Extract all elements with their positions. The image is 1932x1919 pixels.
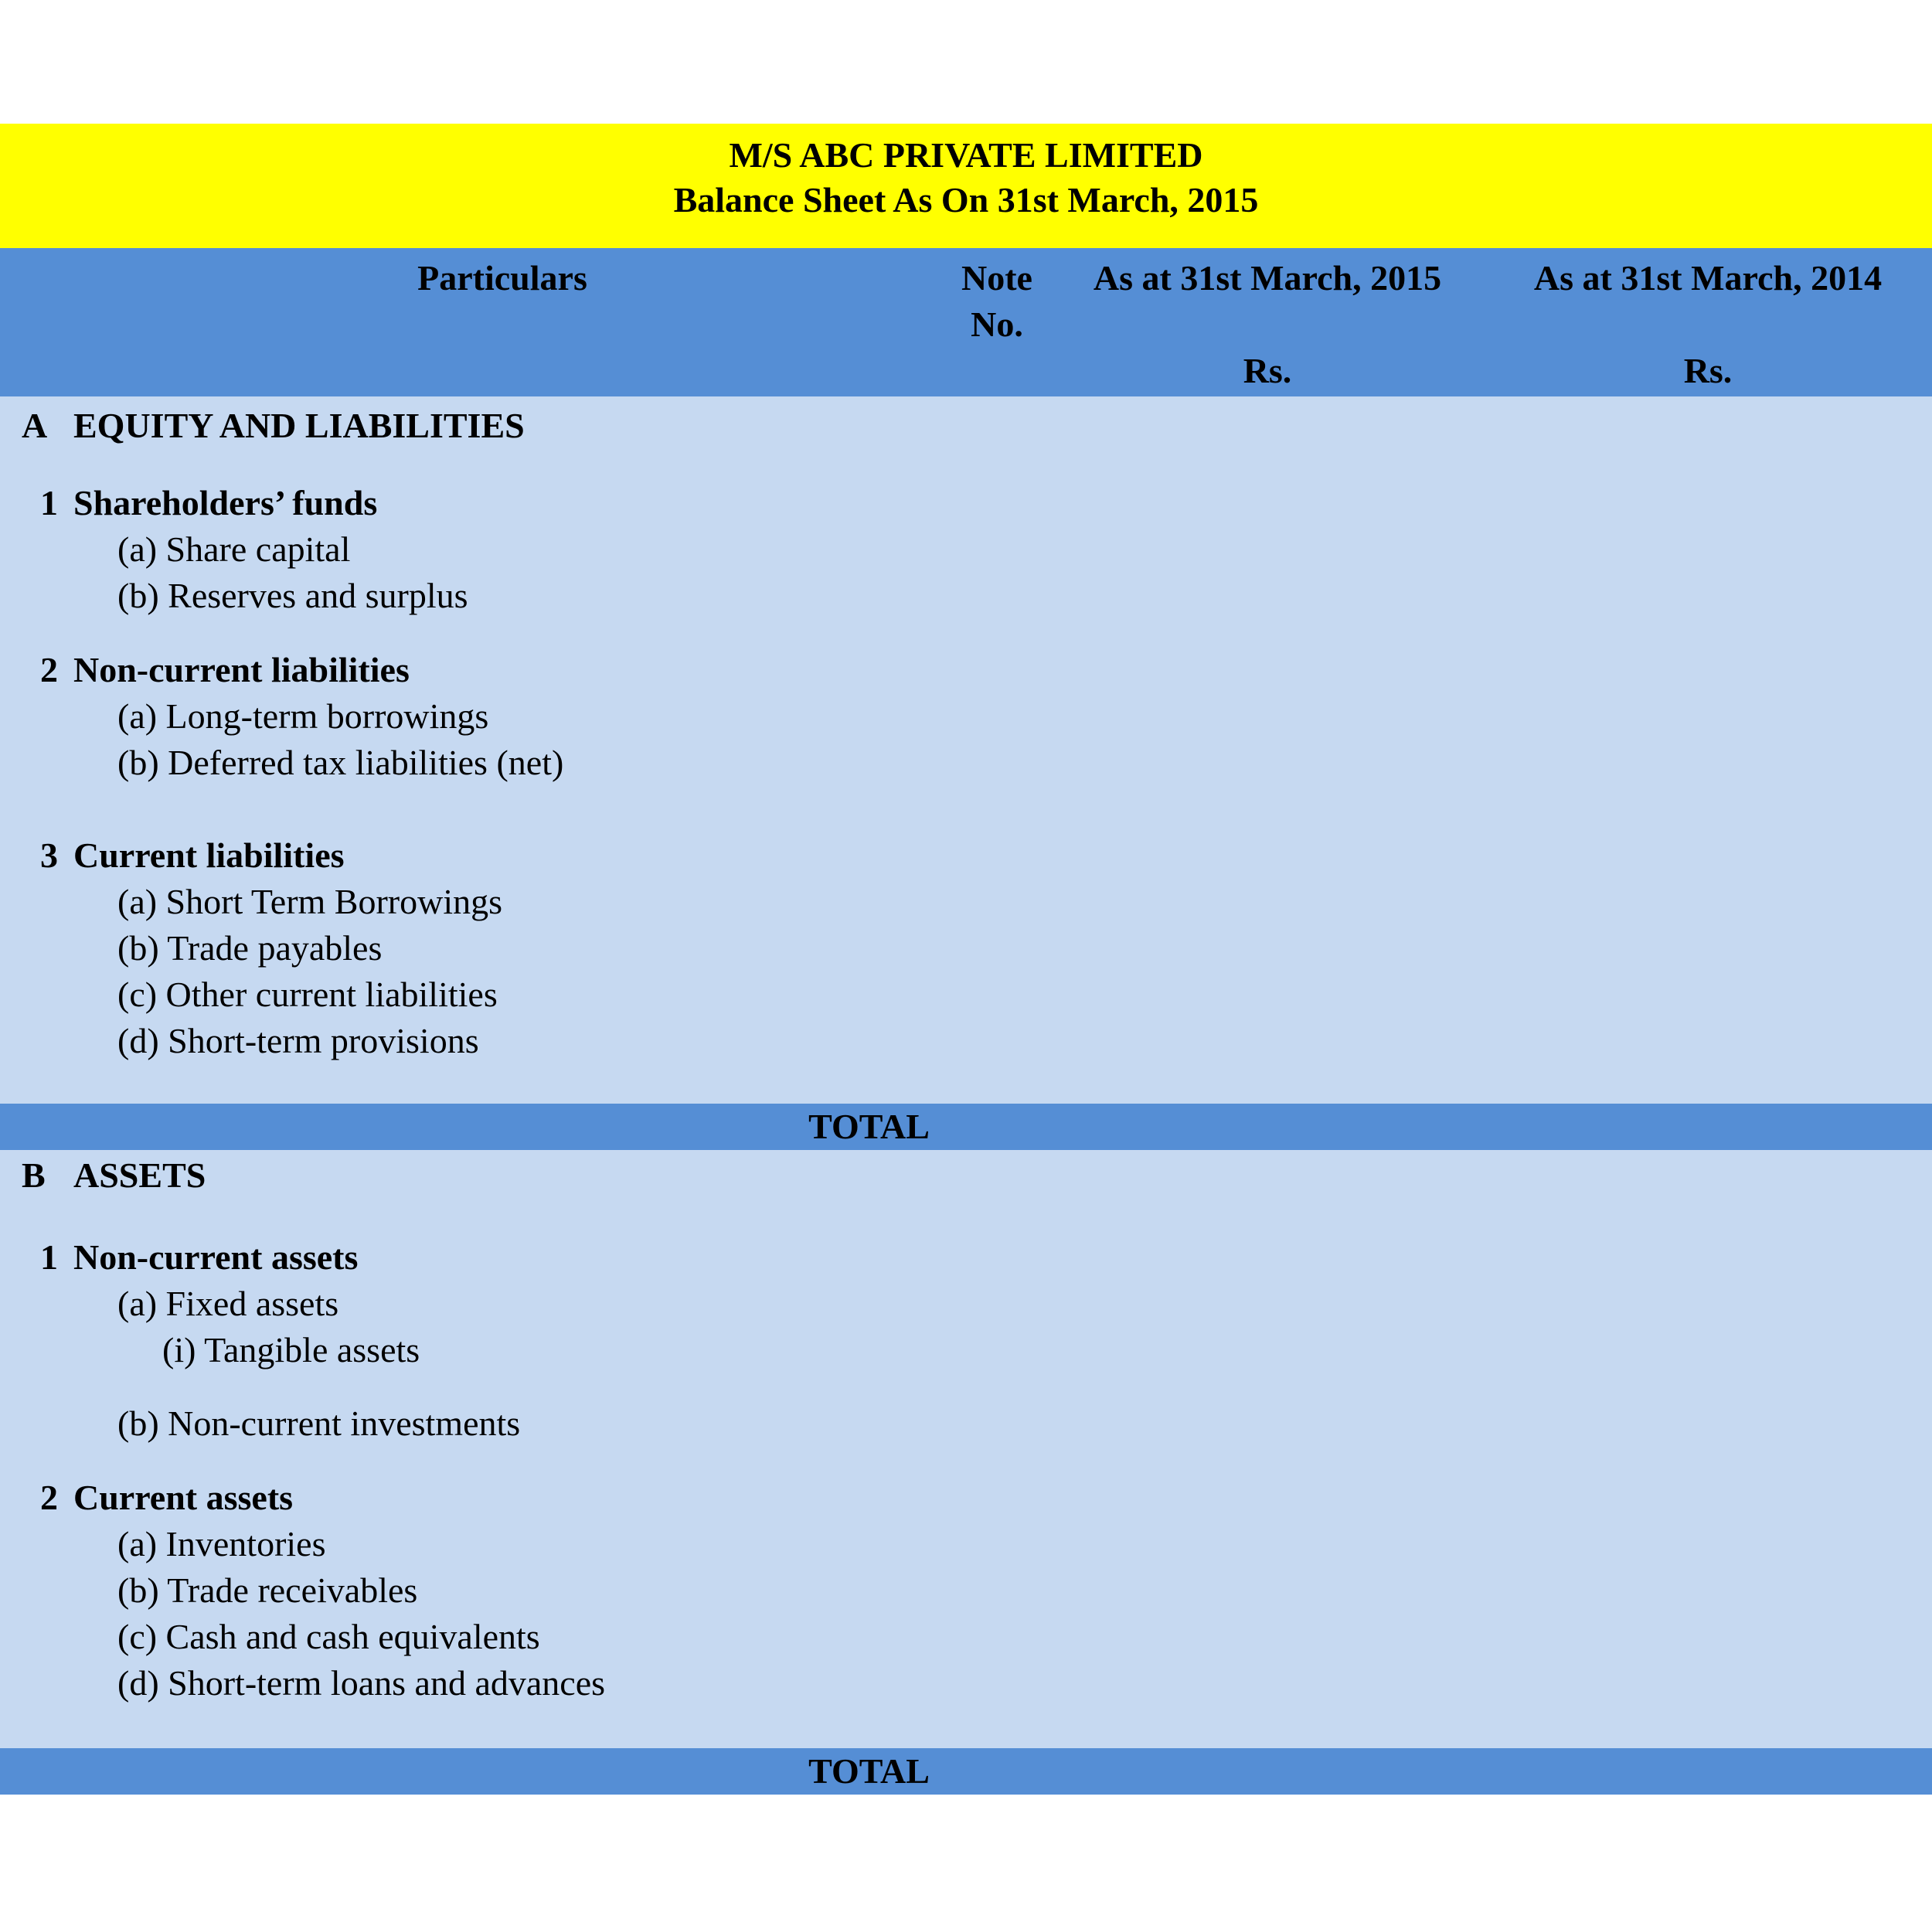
total-label: TOTAL <box>808 1751 930 1791</box>
header-col-2014: As at 31st March, 2014 <box>1533 258 1883 298</box>
list-item: (b) Trade payables <box>117 928 383 968</box>
total-row-assets <box>0 1748 1932 1795</box>
group-title: Current liabilities <box>73 835 345 875</box>
column-header <box>0 248 1932 396</box>
section-assets <box>0 1150 1932 1748</box>
section-letter: A <box>22 406 48 445</box>
list-item: (a) Long-term borrowings <box>117 696 489 736</box>
section-letter: B <box>22 1155 46 1195</box>
title-banner <box>0 124 1932 248</box>
list-item: (b) Reserves and surplus <box>117 576 468 615</box>
list-item: (b) Deferred tax liabilities (net) <box>117 743 564 782</box>
list-item: (d) Short-term loans and advances <box>117 1663 606 1703</box>
list-item: (c) Other current liabilities <box>117 975 498 1014</box>
group-title: Non-current assets <box>73 1237 359 1277</box>
header-note-line1: Note <box>961 258 1032 298</box>
list-item: (a) Fixed assets <box>117 1284 339 1323</box>
list-item: (b) Trade receivables <box>117 1570 418 1610</box>
list-item: (d) Short-term provisions <box>117 1021 479 1060</box>
list-item: (a) Share capital <box>117 529 351 569</box>
header-unit-2015: Rs. <box>1243 351 1292 390</box>
header-unit-2014: Rs. <box>1683 351 1733 390</box>
section-title: ASSETS <box>73 1155 206 1195</box>
group-number: 3 <box>40 835 58 875</box>
group-number: 2 <box>40 650 58 689</box>
header-col-2015: As at 31st March, 2015 <box>1093 258 1442 298</box>
company-name: M/S ABC PRIVATE LIMITED <box>729 135 1203 175</box>
section-title: EQUITY AND LIABILITIES <box>73 406 525 445</box>
group-title: Current assets <box>73 1478 294 1517</box>
list-item: (a) Inventories <box>117 1524 326 1563</box>
group-title: Non-current liabilities <box>73 650 410 689</box>
list-item: (b) Non-current investments <box>117 1404 521 1443</box>
list-item: (i) Tangible assets <box>162 1330 420 1369</box>
group-title: Shareholders’ funds <box>73 483 378 522</box>
group-number: 1 <box>40 483 58 522</box>
group-number: 1 <box>40 1237 58 1277</box>
header-note-line2: No. <box>971 305 1023 344</box>
sheet-title: Balance Sheet As On 31st March, 2015 <box>673 180 1259 219</box>
group-number: 2 <box>40 1478 58 1517</box>
list-item: (a) Short Term Borrowings <box>117 882 503 921</box>
list-item: (c) Cash and cash equivalents <box>117 1617 540 1656</box>
section-equity-liabilities <box>0 396 1932 1104</box>
header-particulars: Particulars <box>417 258 587 298</box>
total-row-liabilities <box>0 1104 1932 1150</box>
total-label: TOTAL <box>808 1107 930 1146</box>
